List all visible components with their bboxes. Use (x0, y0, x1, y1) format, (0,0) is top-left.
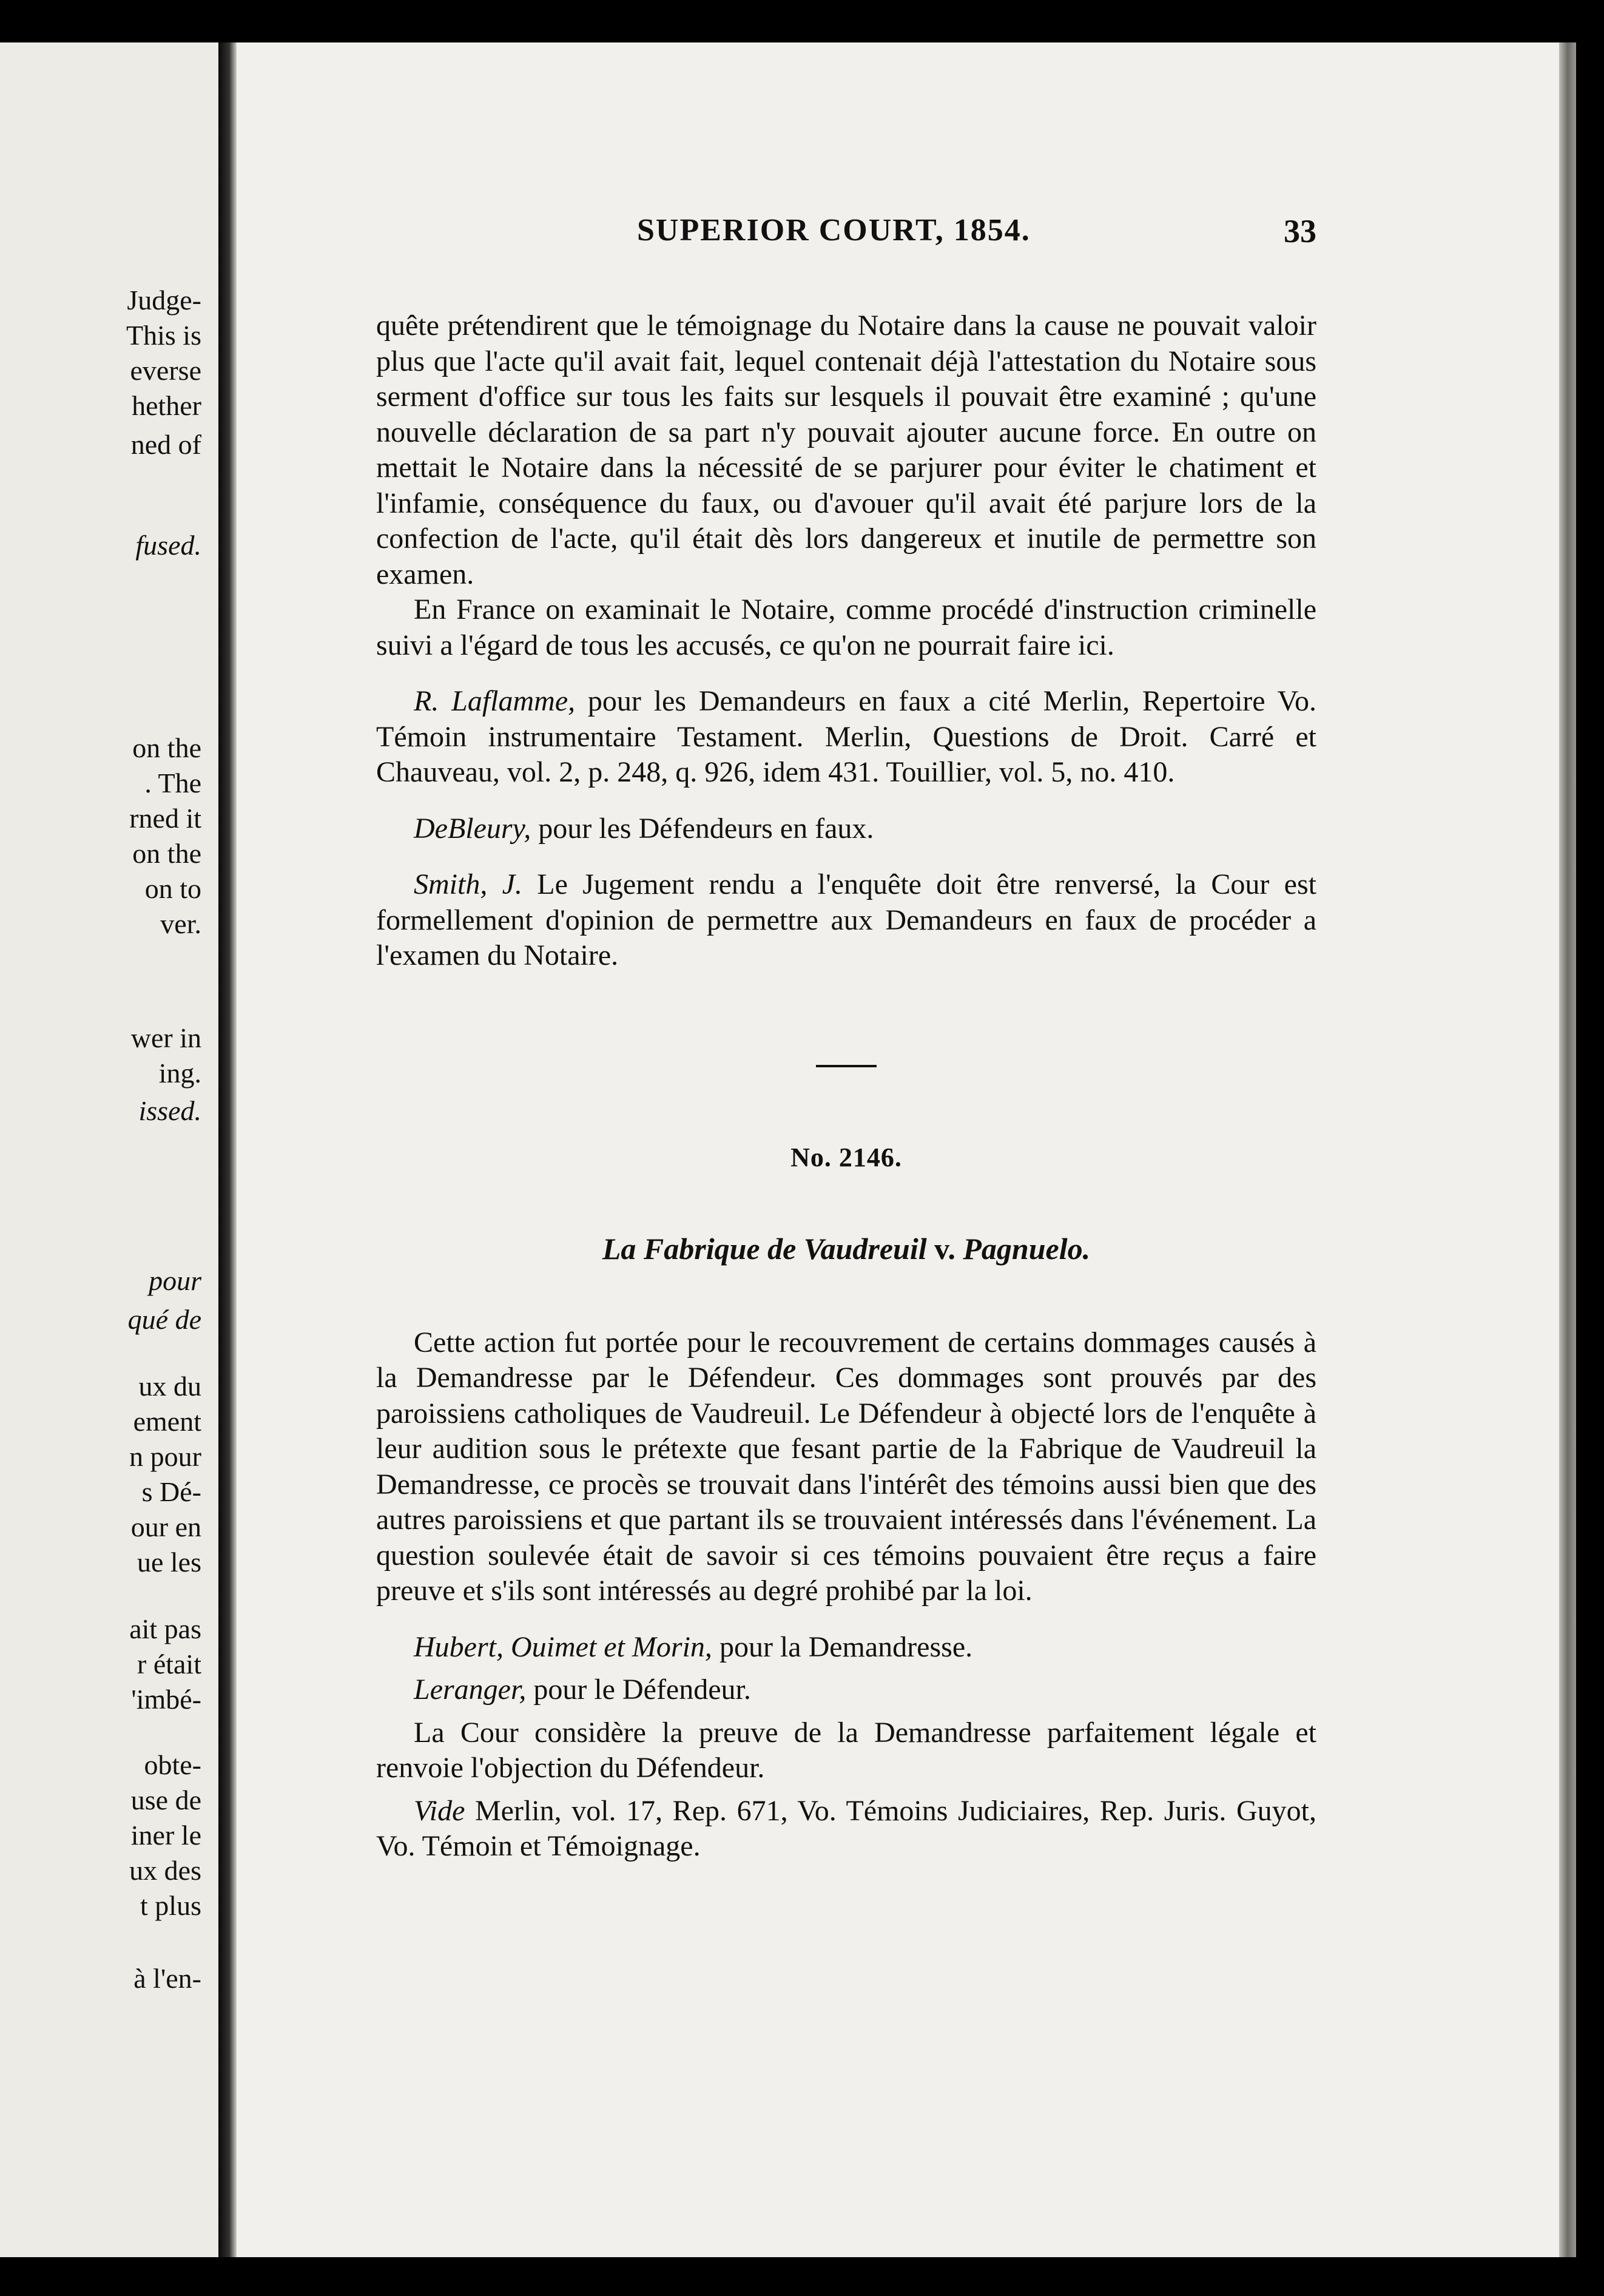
case1-paragraph-2: En France on examinait le Notaire, comme procédé d'instruction criminelle suivi a l'égard de tous les accusés, ce qu'on ne pourrait faire ici. (376, 593, 1316, 661)
left-page-line: our en (130, 1511, 201, 1542)
left-page-line: ue les (136, 1547, 201, 1578)
case1-counsel-defendants (376, 811, 1316, 847)
case2-judgment: La Cour considère la preuve de la Demandresse parfaitement légale et renvoie l'objection du Défendeur. (376, 1716, 1316, 1784)
left-page-fragment (0, 42, 218, 2257)
left-page-line: Judge- (127, 285, 201, 316)
left-page-line: pour (149, 1265, 201, 1296)
book-gutter (218, 42, 237, 2257)
left-page-line: ait pas (129, 1613, 201, 1644)
left-page-line: on to (144, 873, 201, 904)
case-party-plaintiff: La Fabrique de Vaudreuil (602, 1232, 927, 1266)
left-page-line: n pour (129, 1441, 201, 1472)
left-page-line: on the (132, 732, 201, 763)
left-page-line: t plus (140, 1890, 201, 1921)
left-page-line: on the (132, 838, 201, 869)
case1-judgment (376, 867, 1316, 974)
case2-counsel-defendant (376, 1672, 1316, 1708)
counsel-name: Hubert, Ouimet et Morin, (414, 1630, 712, 1663)
left-page-line: everse (130, 355, 201, 386)
counsel-name: R. Laflamme, (414, 685, 576, 717)
case-number: No. 2146. (790, 1142, 902, 1172)
left-page-line: ver. (160, 908, 201, 939)
page-number: 33 (1284, 213, 1316, 249)
left-page-line: rned it (129, 803, 201, 834)
case2-references (376, 1794, 1316, 1865)
left-page-line: . The (144, 768, 201, 799)
counsel-text: pour les Défendeurs en faux. (531, 812, 874, 845)
counsel-text: pour la Demandresse. (712, 1630, 973, 1663)
left-page-line: wer in (130, 1022, 201, 1053)
left-page-line: This is (126, 320, 201, 351)
counsel-text: pour le Défendeur. (526, 1673, 751, 1706)
left-page-line: use de (130, 1784, 201, 1815)
left-page-line: s Dé- (141, 1476, 201, 1507)
judgment-text: Le Jugement rendu a l'enquête doit être renversé, la Cour est formellement d'opinion de permettre aux Demandeurs en faux de procéder a l'examen du Notaire. (376, 868, 1317, 971)
left-page-line: fused. (135, 530, 201, 561)
vide-label: Vide (414, 1794, 465, 1827)
case2-paragraph-1: Cette action fut portée pour le recouvrement de certains dommages causés à la Demandresse par le Défendeur. Ces dommages sont prouvés par des paroissiens catholiques de Vaudreuil. Le Défendeur à objecté lors de l'enquête à leur audition sous le prétexte que fesant partie de la Fabrique de Vaudreuil la Demandresse, ce procès se trouvait dans l'intérêt des témoins aussi bien que des autres paroissiens et que partant ils se trouvaient intéressés dans l'événement. La question soulevée était de savoir si ces témoins pouvaient être reçus a faire preuve et s'ils sont intéressés au degré prohibé par la loi. (376, 1326, 1316, 1607)
left-page-line: hether (132, 390, 201, 421)
reference-text: Merlin, vol. 17, Rep. 671, Vo. Témoins Judiciaires, Rep. Juris. Guyot, Vo. Témoin et Témoignage. (376, 1794, 1316, 1862)
case-title (376, 1231, 1316, 1267)
running-head: SUPERIOR COURT, 1854. (637, 213, 1031, 248)
left-page-line: ing. (158, 1058, 201, 1089)
page-body (376, 308, 1316, 1865)
left-page-line: ux du (138, 1371, 201, 1402)
left-page-line: obte- (144, 1749, 201, 1780)
judge-name: Smith, J. (414, 868, 522, 900)
page-edge (1559, 42, 1576, 2257)
case2-counsel-plaintiff (376, 1630, 1316, 1666)
case1-paragraph-1: quête prétendirent que le témoignage du Notaire dans la cause ne pouvait valoir plus que l'acte qu'il avait fait, lequel contenait déjà l'attestation du Notaire sous serment d'office sur tous les faits sur lesquels il pouvait être examiné ; qu'une nouvelle déclaration de sa part n'y pouvait ajouter aucune force. En outre on mettait le Notaire dans la nécessité de se parjurer pour éviter le chatiment et l'infamie, conséquence du faux, ou d'avouer qu'il avait été parjure lors de la confection de l'acte, qu'il était dès lors dangereux et inutile de permettre son examen. (376, 309, 1316, 590)
counsel-name: DeBleury, (414, 812, 531, 845)
counsel-name: Leranger, (414, 1673, 527, 1706)
case-party-defendant: Pagnuelo. (963, 1232, 1091, 1266)
case1-counsel-plaintiffs (376, 684, 1316, 791)
left-page-line: issed. (138, 1095, 201, 1126)
left-page-line: ux des (129, 1855, 201, 1886)
case-versus: v. (926, 1232, 963, 1266)
left-page-line: à l'en- (133, 1963, 201, 1994)
left-page-line: 'imbé- (131, 1684, 201, 1715)
left-page-line: ned of (130, 429, 201, 460)
counsel-text: pour les Demandeurs en faux a cité Merlin, Repertoire Vo. Témoin instrumentaire Testament. Merlin, Questions de Droit. Carré et Chauveau, vol. 2, p. 248, q. 926, idem 431. Touillier, vol. 5, no. 410. (376, 685, 1316, 788)
page-header (394, 212, 1316, 255)
left-page-line: qué de (127, 1304, 201, 1335)
left-page-line: ement (133, 1406, 201, 1437)
left-page-line: iner le (130, 1820, 201, 1851)
left-page-line: r était (137, 1649, 201, 1680)
